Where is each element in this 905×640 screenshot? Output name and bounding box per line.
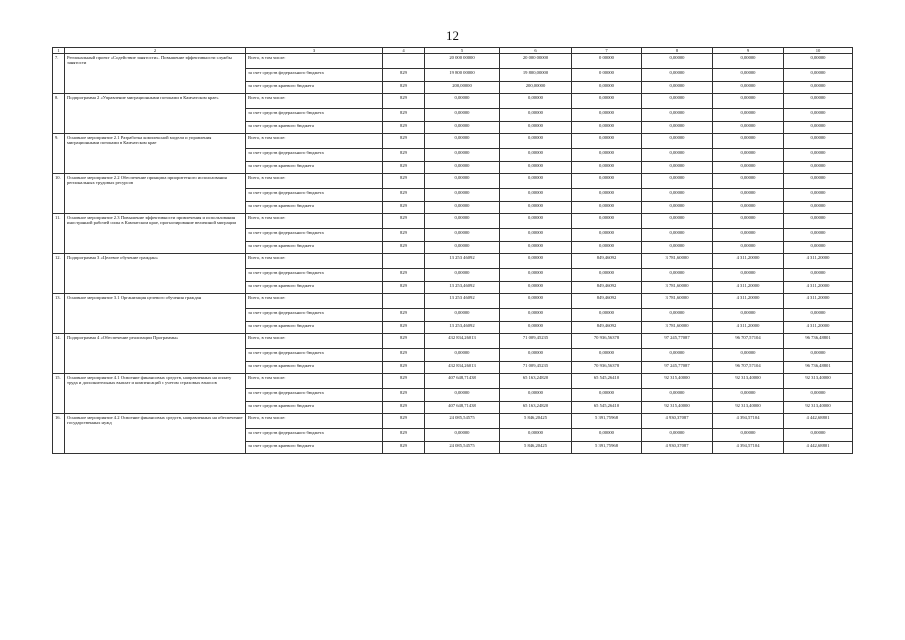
amount-cell: 0,00000 xyxy=(500,161,572,174)
budget-code: 829 xyxy=(383,414,425,429)
amount-cell: 0,00000 xyxy=(713,269,784,282)
table-row xyxy=(53,374,853,389)
funding-source: Всего, в том числе: xyxy=(246,134,383,149)
amount-cell: 4 930,37087 xyxy=(642,414,713,429)
row-number: 16. xyxy=(53,414,65,454)
funding-source: за счет средств краевого бюджета xyxy=(246,81,383,94)
amount-cell: 97 245,77087 xyxy=(642,334,713,349)
funding-source: Всего, в том числе: xyxy=(246,374,383,389)
amount-cell: 0,00000 xyxy=(425,214,500,229)
amount-cell: 0,00000 xyxy=(784,54,853,69)
program-name: Подпрограмма 3 «Целевое обучение граждан» xyxy=(65,254,246,294)
funding-source: за счет средств федерального бюджета xyxy=(246,69,383,82)
amount-cell: 0,00000 xyxy=(642,69,713,82)
amount-cell: 0,00000 xyxy=(713,94,784,109)
amount-cell: 4 442,68801 xyxy=(784,441,853,454)
funding-source: Всего, в том числе: xyxy=(246,334,383,349)
amount-cell: 0,00000 xyxy=(642,229,713,242)
amount-cell: 0,00000 xyxy=(500,201,572,214)
budget-code: 829 xyxy=(383,374,425,389)
amount-cell: 0,00000 xyxy=(784,109,853,122)
funding-source: за счет средств краевого бюджета xyxy=(246,201,383,214)
program-name: Основное мероприятие 2.3 Повышение эффективности привлечения и использования иностранной рабочей силы в Камчатском крае, прогнозирование величиной миграции xyxy=(65,214,246,254)
amount-cell: 0,00000 xyxy=(784,189,853,202)
amount-cell: 0,00000 xyxy=(642,309,713,322)
amount-cell: 0,00000 xyxy=(572,269,642,282)
amount-cell: 20 000 00000 xyxy=(425,54,500,69)
amount-cell: 24 085,54575 xyxy=(425,414,500,429)
amount-cell: 96 736,48801 xyxy=(784,361,853,374)
amount-cell: 0,00000 xyxy=(500,281,572,294)
amount-cell: 0,00000 xyxy=(500,321,572,334)
amount-cell: 0,00000 xyxy=(572,349,642,362)
budget-code xyxy=(383,294,425,309)
budget-code: 829 xyxy=(383,134,425,149)
amount-cell: 0,00000 xyxy=(784,309,853,322)
amount-cell: 96 736,48801 xyxy=(784,334,853,349)
amount-cell: 0,00000 xyxy=(713,174,784,189)
amount-cell: 5 391,75968 xyxy=(572,414,642,429)
funding-source: Всего, в том числе: xyxy=(246,174,383,189)
row-number: 10. xyxy=(53,174,65,214)
amount-cell: 4 442,68801 xyxy=(784,414,853,429)
amount-cell: 0,00000 xyxy=(500,294,572,309)
amount-cell: 0,00000 xyxy=(713,189,784,202)
amount-cell: 200,00000 xyxy=(425,81,500,94)
amount-cell: 0,00000 xyxy=(642,149,713,162)
table-row xyxy=(53,174,853,189)
row-number: 12. xyxy=(53,254,65,294)
table-body xyxy=(53,54,853,454)
funding-source: за счет средств краевого бюджета xyxy=(246,121,383,134)
funding-source: за счет средств федерального бюджета xyxy=(246,349,383,362)
amount-cell: 0,00000 xyxy=(784,241,853,254)
amount-cell: 0,00000 xyxy=(713,389,784,402)
amount-cell: 13 253 46092 xyxy=(425,294,500,309)
amount-cell: 13 253,46092 xyxy=(425,321,500,334)
amount-cell: 0,00000 xyxy=(642,269,713,282)
amount-cell: 0,00000 xyxy=(784,94,853,109)
amount-cell: 0,00000 xyxy=(500,389,572,402)
amount-cell: 0,00000 xyxy=(784,174,853,189)
budget-code: 829 xyxy=(383,429,425,442)
program-name: Основное мероприятие 4.1 Освоение финансовых средств, направленных на оплату труда и дополнительных выплат и компенсаций с учетом страховых взносов xyxy=(65,374,246,414)
amount-cell: 0,00000 xyxy=(713,309,784,322)
funding-source: Всего, в том числе: xyxy=(246,294,383,309)
column-number: 1 xyxy=(53,48,65,54)
row-number: 8. xyxy=(53,94,65,134)
funding-source: за счет средств федерального бюджета xyxy=(246,309,383,322)
amount-cell: 20 000 00000 xyxy=(500,54,572,69)
amount-cell: 849,46092 xyxy=(572,254,642,269)
amount-cell: 92 313,40000 xyxy=(713,374,784,389)
amount-cell: 432 834,26013 xyxy=(425,361,500,374)
amount-cell: 97 245,77087 xyxy=(642,361,713,374)
row-number: 13. xyxy=(53,294,65,334)
amount-cell: 4 311,20000 xyxy=(784,321,853,334)
amount-cell: 4 930,37087 xyxy=(642,441,713,454)
amount-cell: 0,00000 xyxy=(500,94,572,109)
budget-code xyxy=(383,54,425,69)
amount-cell: 3 781,60000 xyxy=(642,254,713,269)
column-number: 6 xyxy=(500,48,572,54)
amount-cell: 92 315,40000 xyxy=(642,401,713,414)
table-row xyxy=(53,254,853,269)
funding-source: за счет средств федерального бюджета xyxy=(246,269,383,282)
amount-cell: 0,00000 xyxy=(500,241,572,254)
column-number: 10 xyxy=(784,48,853,54)
amount-cell: 0,00000 xyxy=(784,349,853,362)
amount-cell: 0,00000 xyxy=(425,241,500,254)
amount-cell: 0,00000 xyxy=(713,201,784,214)
funding-source: за счет средств федерального бюджета xyxy=(246,109,383,122)
amount-cell: 0,00000 xyxy=(425,429,500,442)
budget-code: 829 xyxy=(383,81,425,94)
amount-cell: 0,00000 xyxy=(425,174,500,189)
amount-cell: 4 311,20000 xyxy=(713,321,784,334)
budget-code: 829 xyxy=(383,94,425,109)
amount-cell: 0,00000 xyxy=(642,389,713,402)
amount-cell: 3 781,60000 xyxy=(642,281,713,294)
funding-source: за счет средств краевого бюджета xyxy=(246,361,383,374)
amount-cell: 0,00000 xyxy=(572,94,642,109)
budget-code: 829 xyxy=(383,334,425,349)
table-row xyxy=(53,54,853,69)
amount-cell: 65 545,26410 xyxy=(572,401,642,414)
amount-cell: 4 311,20000 xyxy=(784,254,853,269)
row-number: 11. xyxy=(53,214,65,254)
amount-cell: 0,00000 xyxy=(784,389,853,402)
funding-source: за счет средств федерального бюджета xyxy=(246,229,383,242)
column-number: 7 xyxy=(572,48,642,54)
budget-code: 829 xyxy=(383,441,425,454)
amount-cell: 5 391,75968 xyxy=(572,441,642,454)
amount-cell: 0,00000 xyxy=(425,149,500,162)
budget-code: 829 xyxy=(383,214,425,229)
row-number: 15. xyxy=(53,374,65,414)
amount-cell: 0,00000 xyxy=(642,54,713,69)
amount-cell: 0,00000 xyxy=(642,94,713,109)
amount-cell: 0,00000 xyxy=(425,161,500,174)
budget-code: 829 xyxy=(383,309,425,322)
amount-cell: 0,00000 xyxy=(784,161,853,174)
amount-cell: 0,00000 xyxy=(713,229,784,242)
amount-cell: 4 311,20000 xyxy=(713,281,784,294)
amount-cell: 71 009,45235 xyxy=(500,361,572,374)
amount-cell: 70 936,56378 xyxy=(572,361,642,374)
table-row xyxy=(53,294,853,309)
amount-cell: 4 394,57104 xyxy=(713,441,784,454)
amount-cell: 0,00000 xyxy=(572,174,642,189)
amount-cell: 19 800,00000 xyxy=(500,69,572,82)
amount-cell: 0,00000 xyxy=(642,81,713,94)
amount-cell: 0,00000 xyxy=(500,254,572,269)
amount-cell: 0,00000 xyxy=(500,269,572,282)
table-row xyxy=(53,334,853,349)
budget-code: 829 xyxy=(383,229,425,242)
amount-cell: 0,00000 xyxy=(713,349,784,362)
row-number: 7. xyxy=(53,54,65,94)
amount-cell: 0,00000 xyxy=(572,161,642,174)
amount-cell: 0,00000 xyxy=(500,174,572,189)
budget-code: 829 xyxy=(383,321,425,334)
amount-cell: 0,00000 xyxy=(572,214,642,229)
amount-cell: 0,00000 xyxy=(572,81,642,94)
amount-cell: 19 800 00000 xyxy=(425,69,500,82)
amount-cell: 0 00000 xyxy=(572,54,642,69)
amount-cell: 0,00000 xyxy=(425,94,500,109)
column-number: 8 xyxy=(642,48,713,54)
column-number: 4 xyxy=(383,48,425,54)
amount-cell: 849,46092 xyxy=(572,294,642,309)
amount-cell: 0,00000 xyxy=(784,269,853,282)
amount-cell: 0,00000 xyxy=(425,389,500,402)
amount-cell: 0,00000 xyxy=(713,241,784,254)
amount-cell: 0,00000 xyxy=(425,309,500,322)
amount-cell: 92 313,40000 xyxy=(713,401,784,414)
funding-source: за счет средств краевого бюджета xyxy=(246,401,383,414)
amount-cell: 4 311,20000 xyxy=(784,294,853,309)
amount-cell: 0,00000 xyxy=(713,161,784,174)
amount-cell: 0,00000 xyxy=(425,229,500,242)
table-row xyxy=(53,134,853,149)
amount-cell: 0,00000 xyxy=(642,161,713,174)
amount-cell: 0,00000 xyxy=(500,309,572,322)
amount-cell: 0,00000 xyxy=(425,109,500,122)
amount-cell: 4 311,20000 xyxy=(713,294,784,309)
amount-cell: 0,00000 xyxy=(642,134,713,149)
budget-table xyxy=(52,47,853,454)
amount-cell: 432 834,26013 xyxy=(425,334,500,349)
amount-cell: 0,00000 xyxy=(425,201,500,214)
amount-cell: 0,00000 xyxy=(642,429,713,442)
amount-cell: 0,00000 xyxy=(425,269,500,282)
amount-cell: 0,00000 xyxy=(500,121,572,134)
amount-cell: 0,00000 xyxy=(572,134,642,149)
budget-code: 829 xyxy=(383,121,425,134)
amount-cell: 96 707,57104 xyxy=(713,361,784,374)
amount-cell: 0,00000 xyxy=(572,229,642,242)
column-number: 3 xyxy=(246,48,383,54)
amount-cell: 0,00000 xyxy=(713,69,784,82)
amount-cell: 0,00000 xyxy=(500,214,572,229)
amount-cell: 0,00000 xyxy=(572,201,642,214)
budget-code: 829 xyxy=(383,201,425,214)
budget-code: 829 xyxy=(383,161,425,174)
amount-cell: 0,00000 xyxy=(500,149,572,162)
amount-cell: 0,00000 xyxy=(784,149,853,162)
amount-cell: 0,00000 xyxy=(425,121,500,134)
amount-cell: 3 781,60000 xyxy=(642,294,713,309)
amount-cell: 0,00000 xyxy=(500,349,572,362)
amount-cell: 0,00000 xyxy=(572,149,642,162)
amount-cell: 0,00000 xyxy=(642,241,713,254)
amount-cell: 0,00000 xyxy=(713,81,784,94)
program-name: Подпрограмма 4 «Обеспечение реализации Программы» xyxy=(65,334,246,374)
amount-cell: 4 394,57104 xyxy=(713,414,784,429)
amount-cell: 4 311,20000 xyxy=(713,254,784,269)
amount-cell: 0,00000 xyxy=(642,109,713,122)
amount-cell: 92 313,40000 xyxy=(784,401,853,414)
amount-cell: 0,00000 xyxy=(713,149,784,162)
budget-code: 829 xyxy=(383,189,425,202)
budget-code: 829 xyxy=(383,69,425,82)
amount-cell: 13 253 46092 xyxy=(425,254,500,269)
amount-cell: 0,00000 xyxy=(500,229,572,242)
amount-cell: 0,00000 xyxy=(572,429,642,442)
amount-cell: 0,00000 xyxy=(500,189,572,202)
amount-cell: 5 846,20425 xyxy=(500,441,572,454)
amount-cell: 0,00000 xyxy=(642,349,713,362)
budget-code xyxy=(383,254,425,269)
amount-cell: 0,00000 xyxy=(713,109,784,122)
amount-cell: 0,00000 xyxy=(642,189,713,202)
funding-source: за счет средств федерального бюджета xyxy=(246,389,383,402)
program-name: Основное мероприятие 4.2 Освоение финансовых средств, направленных на обеспечение государственных нужд xyxy=(65,414,246,454)
amount-cell: 70 936,56378 xyxy=(572,334,642,349)
amount-cell: 65 163,24820 xyxy=(500,401,572,414)
column-number: 9 xyxy=(713,48,784,54)
row-number: 9. xyxy=(53,134,65,174)
funding-source: Всего, в том числе: xyxy=(246,54,383,69)
amount-cell: 0,00000 xyxy=(713,54,784,69)
budget-code: 829 xyxy=(383,349,425,362)
amount-cell: 0,00000 xyxy=(572,241,642,254)
budget-code: 829 xyxy=(383,149,425,162)
column-number: 2 xyxy=(65,48,246,54)
program-name: Основное мероприятие 2.1 Разработка комплексной модели и управления миграционными потоками в Камчатском крае xyxy=(65,134,246,174)
amount-cell: 0,00000 xyxy=(713,134,784,149)
amount-cell: 0,00000 xyxy=(784,229,853,242)
amount-cell: 92 313,40000 xyxy=(784,374,853,389)
amount-cell: 65 163,24820 xyxy=(500,374,572,389)
funding-source: за счет средств краевого бюджета xyxy=(246,281,383,294)
amount-cell: 849,46092 xyxy=(572,281,642,294)
amount-cell: 13 253,46092 xyxy=(425,281,500,294)
page-number: 12 xyxy=(446,28,459,43)
program-name: Подпрограмма 2 «Управление миграционными потоками в Камчатском крае» xyxy=(65,94,246,134)
amount-cell: 407 648,71438 xyxy=(425,374,500,389)
funding-source: Всего, в том числе: xyxy=(246,414,383,429)
program-name: Основное мероприятие 3.1 Организация целевого обучения граждан xyxy=(65,294,246,334)
amount-cell: 0,00000 xyxy=(425,189,500,202)
amount-cell: 0,00000 xyxy=(500,134,572,149)
amount-cell: 0,00000 xyxy=(500,109,572,122)
funding-source: за счет средств федерального бюджета xyxy=(246,149,383,162)
budget-code: 829 xyxy=(383,174,425,189)
funding-source: за счет средств федерального бюджета xyxy=(246,189,383,202)
amount-cell: 200,00000 xyxy=(500,81,572,94)
program-name: Региональный проект «Содействие занятости». Повышение эффективности службы занятости xyxy=(65,54,246,94)
amount-cell: 0,00000 xyxy=(784,214,853,229)
funding-source: Всего, в том числе: xyxy=(246,254,383,269)
budget-code: 829 xyxy=(383,389,425,402)
amount-cell: 0,00000 xyxy=(500,429,572,442)
budget-code: 829 xyxy=(383,241,425,254)
amount-cell: 849,46092 xyxy=(572,321,642,334)
funding-source: за счет средств краевого бюджета xyxy=(246,161,383,174)
table-row xyxy=(53,94,853,109)
budget-code: 829 xyxy=(383,281,425,294)
budget-code: 829 xyxy=(383,361,425,374)
amount-cell: 0,00000 xyxy=(784,81,853,94)
amount-cell: 0,00000 xyxy=(642,201,713,214)
amount-cell: 0,00000 xyxy=(642,214,713,229)
row-number: 14. xyxy=(53,334,65,374)
amount-cell: 71 009,45235 xyxy=(500,334,572,349)
column-number: 5 xyxy=(425,48,500,54)
funding-source: за счет средств краевого бюджета xyxy=(246,241,383,254)
amount-cell: 0,00000 xyxy=(642,174,713,189)
amount-cell: 0,00000 xyxy=(572,109,642,122)
amount-cell: 0,00000 xyxy=(572,121,642,134)
amount-cell: 0,00000 xyxy=(642,121,713,134)
amount-cell: 0 00000 xyxy=(572,69,642,82)
amount-cell: 0,00000 xyxy=(713,121,784,134)
amount-cell: 24 085,54575 xyxy=(425,441,500,454)
amount-cell: 92 315,40000 xyxy=(642,374,713,389)
amount-cell: 407 648,71438 xyxy=(425,401,500,414)
amount-cell: 96 707,57104 xyxy=(713,334,784,349)
amount-cell: 5 846,20425 xyxy=(500,414,572,429)
funding-source: за счет средств краевого бюджета xyxy=(246,321,383,334)
amount-cell: 0,00000 xyxy=(784,69,853,82)
amount-cell: 65 545,26410 xyxy=(572,374,642,389)
budget-code: 829 xyxy=(383,401,425,414)
amount-cell: 0,00000 xyxy=(425,134,500,149)
funding-source: Всего, в том числе: xyxy=(246,94,383,109)
amount-cell: 0,00000 xyxy=(784,134,853,149)
amount-cell: 0,00000 xyxy=(713,429,784,442)
table-row xyxy=(53,414,853,429)
budget-code: 829 xyxy=(383,269,425,282)
funding-source: за счет средств краевого бюджета xyxy=(246,441,383,454)
amount-cell: 0,00000 xyxy=(572,189,642,202)
amount-cell: 0,00000 xyxy=(784,121,853,134)
table-row xyxy=(53,214,853,229)
amount-cell: 0,00000 xyxy=(784,429,853,442)
funding-source: Всего, в том числе: xyxy=(246,214,383,229)
program-name: Основное мероприятие 2.2 Обеспечение принципа приоритетного использования региональных трудовых ресурсов xyxy=(65,174,246,214)
amount-cell: 0,00000 xyxy=(425,349,500,362)
amount-cell: 3 781,60000 xyxy=(642,321,713,334)
budget-code: 829 xyxy=(383,109,425,122)
amount-cell: 0,00000 xyxy=(713,214,784,229)
amount-cell: 0,00000 xyxy=(572,389,642,402)
amount-cell: 0,00000 xyxy=(572,309,642,322)
amount-cell: 0,00000 xyxy=(784,201,853,214)
funding-source: за счет средств федерального бюджета xyxy=(246,429,383,442)
amount-cell: 4 311,20000 xyxy=(784,281,853,294)
